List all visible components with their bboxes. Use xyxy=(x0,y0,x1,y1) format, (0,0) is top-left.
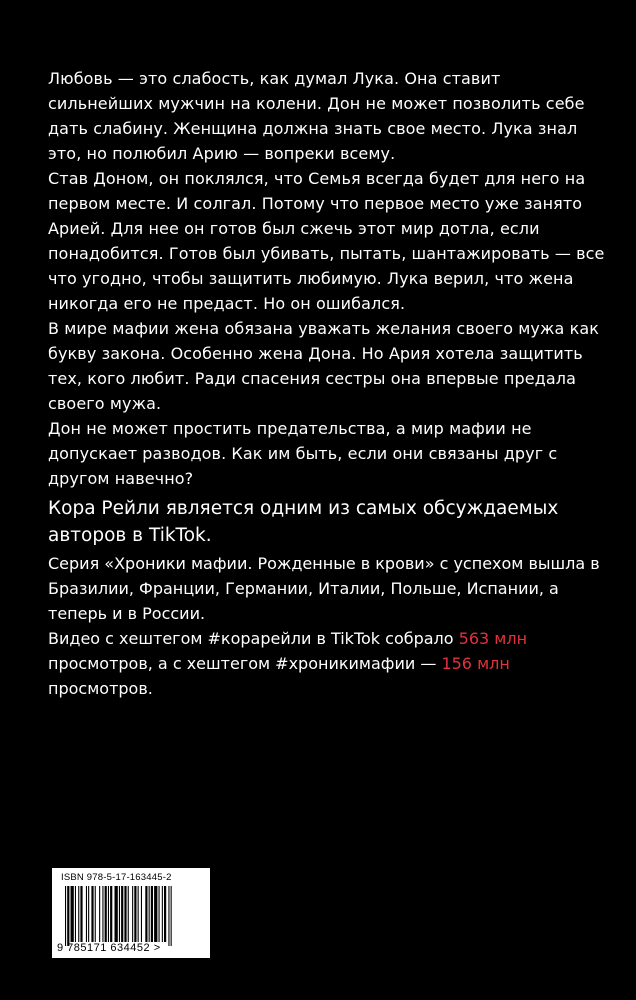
barcode-bar xyxy=(115,886,118,942)
barcode-bar xyxy=(99,886,100,942)
barcode-bar xyxy=(71,886,74,942)
barcode-bar xyxy=(67,886,69,946)
blurb-paragraph-3: В мире мафии жена обязана уважать желания своего мужа как букву закона. Особенно жена Дона. Но Ария хотела защитить тех, кого любит. Ради спасения сестры она впервые предала своего мужа. xyxy=(48,319,600,413)
barcode-bar xyxy=(105,886,107,942)
barcode-bar xyxy=(168,886,169,946)
barcode-bar xyxy=(108,886,109,942)
barcode-bar xyxy=(86,886,87,942)
stat-views-1: 563 млн xyxy=(458,629,528,648)
stat-views-2: 156 млн xyxy=(441,654,510,673)
blurb-paragraph-1: Любовь — это слабость, как думал Лука. Она ставит сильнейших мужчин на колени. Дон не может позволить себе дать слабину. Женщина должна знать свое место. Лука знал это, но полюбил Арию — вопреки всему. xyxy=(48,69,585,163)
series-info: Серия «Хроники мафии. Рожденные в крови» с успехом вышла в Бразилии, Франции, Германии, Италии, Польше, Испании, а теперь и в России. xyxy=(48,554,600,623)
barcode-bar xyxy=(141,886,142,942)
barcode-bar xyxy=(171,886,172,946)
barcode-bar xyxy=(75,886,76,942)
barcode-bar xyxy=(65,886,66,946)
barcode-bar xyxy=(124,886,126,942)
barcode-bar xyxy=(134,886,136,942)
barcode-bar xyxy=(102,886,103,942)
barcode-bar xyxy=(151,886,153,942)
blurb-paragraph-4: Дон не может простить предательства, а мир мафии не допускает разводов. Как им быть, если они связаны друг с другом навечно? xyxy=(48,419,558,488)
barcode-bar xyxy=(121,886,123,942)
back-cover-blurb xyxy=(48,66,608,491)
barcode-bar xyxy=(119,886,120,942)
barcode-bar xyxy=(132,886,133,942)
barcode-bar xyxy=(91,886,93,942)
barcode-bar xyxy=(95,886,96,942)
tiktok-stats xyxy=(48,626,608,701)
barcode-bar xyxy=(138,886,139,942)
isbn-number: ISBN 978-5-17-163445-2 xyxy=(61,872,172,883)
author-lead: Кора Рейли является одним из самых обсуждаемых авторов в TikTok. xyxy=(48,498,559,546)
barcode-bar xyxy=(80,886,82,942)
barcode-bar xyxy=(164,886,166,942)
blurb-paragraph-2: Став Доном, он поклялся, что Семья всегда будет для него на первом месте. И солгал. Потому что первое место уже занято Арией. Для нее он готов был сжечь этот мир дотла, если понадобится. Готов был убивать, пытать, шантажировать — все что угодно, чтобы защитить любимую. Лука верил, что жена никогда его не предаст. Но он ошибался. xyxy=(48,169,605,313)
author-info xyxy=(48,495,608,701)
isbn-barcode xyxy=(52,868,210,958)
stats-prefix: Видео с хештегом #корарейли в TikTok собрало xyxy=(48,629,459,648)
barcode-bar xyxy=(162,886,163,942)
barcode-bar xyxy=(110,886,112,942)
barcode-bar xyxy=(145,886,147,942)
barcode-bar xyxy=(128,886,129,942)
barcode-bar xyxy=(154,886,157,942)
barcode-bar xyxy=(88,886,89,942)
barcode-bar xyxy=(159,886,160,942)
barcode-digits: 9 785171 634452 > xyxy=(57,942,161,954)
barcode-bar xyxy=(149,886,150,942)
barcode-bar xyxy=(78,886,79,942)
stats-middle: просмотров, а с хештегом #хроникимафии — xyxy=(48,654,442,673)
stats-suffix: просмотров. xyxy=(48,679,153,698)
